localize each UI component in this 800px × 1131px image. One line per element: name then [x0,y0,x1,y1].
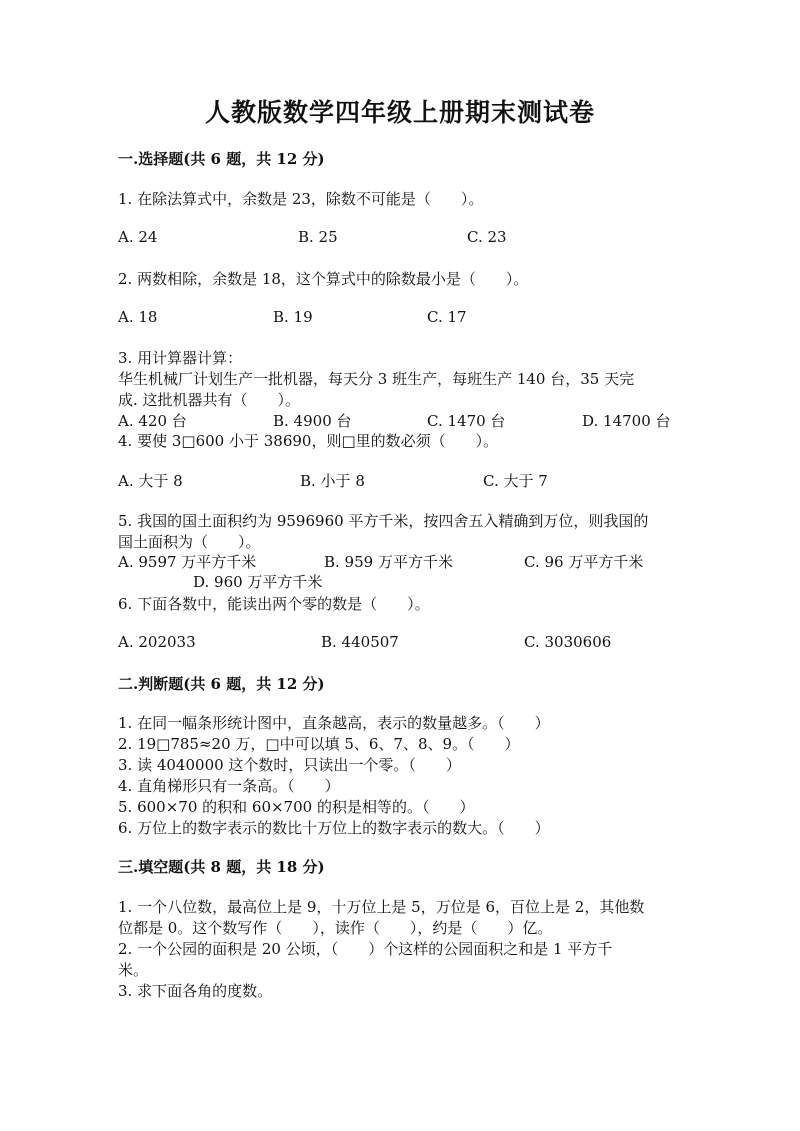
judgment-2: 2. 19□785≈20 万，□中可以填 5、6、7、8、9。（ ） [118,735,520,753]
judgment-1: 1. 在同一幅条形统计图中，直条越高，表示的数量越多。（ ） [118,714,550,732]
question-6-option-a: A. 202033 [118,633,196,651]
question-5-stem-line-1: 5. 我国的国土面积约为 9596960 平方千米，按四舍五入精确到万位，则我国的 [118,512,649,530]
question-3-stem-line-2: 华生机械厂计划生产一批机器，每天分 3 班生产，每班生产 140 台，35 天完 [118,370,635,388]
question-5-option-c: C. 96 万平方千米 [524,553,644,571]
question-4-option-c: C. 大于 7 [483,472,548,490]
question-1-option-c: C. 23 [467,228,507,246]
question-2-option-b: B. 19 [273,308,313,326]
question-4-option-a: A. 大于 8 [118,472,183,490]
question-5-option-a: A. 9597 万平方千米 [118,553,257,571]
question-3-option-c: C. 1470 台 [427,412,506,430]
question-2-stem: 2. 两数相除，余数是 18，这个算式中的除数最小是（ ）。 [118,270,529,288]
question-3-option-a: A. 420 台 [118,412,187,430]
question-4-stem: 4. 要使 3□600 小于 38690，则□里的数必须（ ）。 [118,432,499,450]
question-6-option-b: B. 440507 [321,633,399,651]
question-1-option-b: B. 25 [298,228,338,246]
fill-blank-2-line-2: 米。 [118,961,149,979]
question-1-option-a: A. 24 [118,228,158,246]
question-3-option-d: D. 14700 台 [582,412,671,430]
fill-blank-1-line-1: 1. 一个八位数，最高位上是 9，十万位上是 5，万位是 6，百位上是 2，其他数 [118,898,645,916]
question-6-stem: 6. 下面各数中，能读出两个零的数是（ ）。 [118,595,430,613]
question-5-option-b: B. 959 万平方千米 [324,553,453,571]
question-3-option-b: B. 4900 台 [273,412,352,430]
question-2-option-a: A. 18 [118,308,158,326]
question-5-stem-line-2: 国土面积为（ ）。 [118,533,261,551]
fill-blank-3: 3. 求下面各角的度数。 [118,982,273,1000]
judgment-5: 5. 600×70 的积和 60×700 的积是相等的。（ ） [118,798,475,816]
question-5-option-d: D. 960 万平方千米 [193,573,323,591]
question-3-stem-line-3: 成. 这批机器共有（ ）。 [118,391,301,409]
judgment-4: 4. 直角梯形只有一条高。（ ） [118,777,340,795]
question-2-option-c: C. 17 [427,308,467,326]
question-4-option-b: B. 小于 8 [300,472,365,490]
section-heading-choice: 一.选择题(共 6 题，共 12 分) [118,150,325,168]
judgment-6: 6. 万位上的数字表示的数比十万位上的数字表示的数大。（ ） [118,819,550,837]
page-title: 人教版数学四年级上册期末测试卷 [204,98,595,127]
section-heading-judgment: 二.判断题(共 6 题，共 12 分) [118,675,325,693]
question-6-option-c: C. 3030606 [524,633,612,651]
question-3-stem-line-1: 3. 用计算器计算： [118,349,243,367]
fill-blank-2-line-1: 2. 一个公园的面积是 20 公顷，（ ）个这样的公园面积之和是 1 平方千 [118,940,613,958]
fill-blank-1-line-2: 位都是 0。这个数写作（ ），读作（ ），约是（ ）亿。 [118,919,553,937]
question-1-stem: 1. 在除法算式中，余数是 23，除数不可能是（ ）。 [118,190,484,208]
section-heading-fill-blank: 三.填空题(共 8 题，共 18 分) [118,858,325,876]
judgment-3: 3. 读 4040000 这个数时，只读出一个零。（ ） [118,756,461,774]
